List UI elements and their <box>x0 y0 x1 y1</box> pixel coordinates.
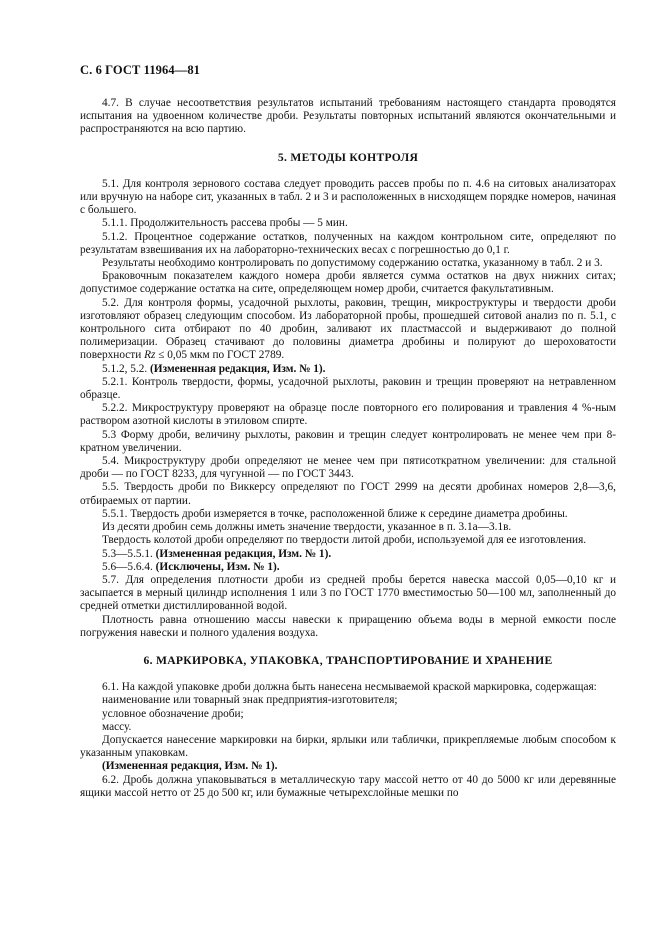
paragraph-5-3: 5.3 Форму дроби, величину рыхлоты, раковин и трещин следует контролировать не менее чем при 8-кратном увеличении. <box>80 428 616 454</box>
amendment-note: (Измененная редакция, Изм. № 1). <box>155 547 332 560</box>
page-header: С. 6 ГОСТ 11964—81 <box>80 63 201 77</box>
list-item: условное обозначение дроби; <box>102 707 244 720</box>
amendment-5-6 <box>80 561 616 574</box>
paragraph-5-1: 5.1. Для контроля зернового состава следует проводить рассев пробы по п. 4.6 на ситовых анализаторах или вручную на наборе сит, указанных в табл. 2 и 3 и расположенных в нисходящем порядке номеров, начиная с большего. <box>80 177 616 217</box>
amendment-note: (Измененная редакция, Изм. № 1). <box>150 362 326 375</box>
amendment-ref: 5.1.2, 5.2. <box>102 362 151 375</box>
paragraph-5-5: 5.5. Твердость дроби по Виккерсу определяют по ГОСТ 2999 на десяти дробинах номеров 2,8—3,6, отбираемых от партии. <box>80 481 616 507</box>
amendment-5-1-2-5-2 <box>80 363 616 376</box>
paragraph-5-2-text-b: ≤ 0,05 мкм по ГОСТ 2789. <box>155 349 285 362</box>
amendment-5-3-5-5-1 <box>80 548 616 561</box>
paragraph-5-7: 5.7. Для определения плотности дроби из средней пробы берется навеска массой 0,05—0,10 кг и засыпается в мерный цилиндр исполнения 1 или 3 по ГОСТ 1770 вместимостью 50—100 мл, заполненный до средней отметки дистиллированной водой. <box>80 573 616 613</box>
paragraph-5-1-2: 5.1.2. Процентное содержание остатков, полученных на каждом контрольном сите, определяют по результатам взвешивания их на лабораторно-технических весах с погрешностью до 0,1 г. <box>80 230 616 256</box>
paragraph-5-1-1: 5.1.1. Продолжительность рассева пробы — 5 мин. <box>102 217 348 230</box>
amendment-ref: 5.3—5.5.1. <box>102 547 156 560</box>
list-item: массу. <box>102 720 132 733</box>
amendment-6-1: (Измененная редакция, Изм. № 1). <box>102 760 278 773</box>
paragraph-5-5-1-seven: Из десяти дробин семь должны иметь значение твердости, указанное в п. 3.1а—3.1в. <box>102 521 512 534</box>
paragraph-5-5-1-broken: Твердость колотой дроби определяют по твердости литой дроби, используемой для ее изготовления. <box>102 534 587 547</box>
list-item: наименование или товарный знак предприятия-изготовителя; <box>102 694 398 707</box>
paragraph-5-2 <box>80 297 616 363</box>
paragraph-5-4: 5.4. Микроструктуру дроби определяют не менее чем при пятисоткратном увеличении: для стальной дроби — по ГОСТ 8233, для чугунной — по ГОСТ 3443. <box>80 455 616 481</box>
amendment-note: (Исключены, Изм. № 1). <box>155 560 280 573</box>
section-5-heading: 5. МЕТОДЫ КОНТРОЛЯ <box>277 150 419 164</box>
section-6-heading: 6. МАРКИРОВКА, УПАКОВКА, ТРАНСПОРТИРОВАНИЕ И ХРАНЕНИЕ <box>143 653 553 667</box>
paragraph-5-5-1: 5.5.1. Твердость дроби измеряется в точке, расположенной ближе к середине диаметра дробины. <box>102 507 568 520</box>
paragraph-5-1-2-reject: Браковочным показателем каждого номера дроби является сумма остатков на двух нижних ситах; допустимое содержание остатка на сите, определяющем номер дроби, считается факультативным. <box>80 270 616 296</box>
paragraph-6-2: 6.2. Дробь должна упаковываться в металлическую тару массой нетто от 40 до 5000 кг или деревянные ящики массой нетто от 25 до 500 кг, или бумажные четырехслойные мешки по <box>80 773 616 799</box>
paragraph-5-2-2: 5.2.2. Микроструктуру проверяют на образце после повторного его полирования и травления 4 %-ным раствором азотной кислоты в этиловом спирте. <box>80 402 616 428</box>
paragraph-5-2-text-a: 5.2. Для контроля формы, усадочной рыхлоты, раковин, трещин, микроструктуры и твердости дроби изготовляют образец следующим способом. Из лабораторной пробы, прошедшей ситовой анализ по п. 5.1, с контрольного сита отбирают по 40 дробин, заливают их пластмассой и выдерживают до полной полимеризации. Образец стачивают до половины диаметра дробины и полируют до шероховатости поверхности <box>80 296 616 362</box>
amendment-ref: 5.6—5.6.4. <box>102 560 156 573</box>
paragraph-4-7: 4.7. В случае несоответствия результатов испытаний требованиям настоящего стандарта проводятся испытания на удвоенном количестве дроби. Результаты повторных испытаний являются окончательными и распространяются на всю партию. <box>80 97 616 136</box>
paragraph-5-2-1: 5.2.1. Контроль твердости, формы, усадочной рыхлоты, раковин и трещин проверяют на нетравленном образце. <box>80 375 616 402</box>
paragraph-5-1-2-results: Результаты необходимо контролировать по допустимому содержанию остатка, указанному в табл. 2 и 3. <box>102 257 603 270</box>
paragraph-6-1-labels: Допускается нанесение маркировки на бирки, ярлыки или таблички, прикрепляемые любым способом к указанным упаковкам. <box>80 733 616 760</box>
rz-symbol: Rz <box>144 349 156 362</box>
document-body <box>80 97 616 800</box>
paragraph-5-7-density: Плотность равна отношению массы навески к приращению объема воды в мерной емкости после погружения навески и полного удаления воздуха. <box>80 613 616 639</box>
paragraph-6-1: 6.1. На каждой упаковке дроби должна быть нанесена несмываемой краской маркировка, содержащая: <box>102 681 597 694</box>
